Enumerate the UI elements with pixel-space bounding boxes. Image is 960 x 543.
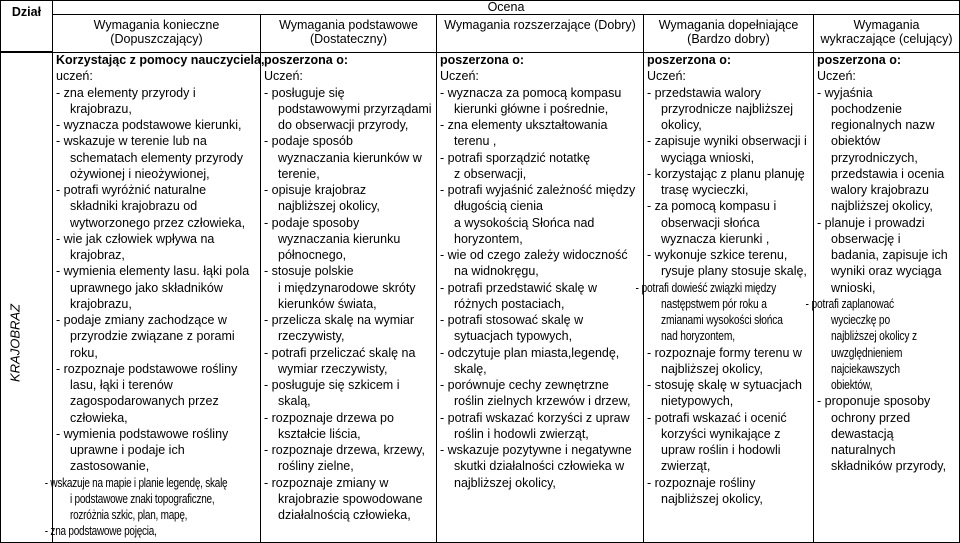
requirement-line: przyrodnicze najbliższej <box>661 101 794 116</box>
requirement-line: krajobrazie spowodowane <box>278 491 423 506</box>
requirement-line: okolicy, <box>661 118 702 132</box>
requirement-line: składniki krajobrazu od <box>70 199 198 214</box>
requirement-line-text: wycieczkę po <box>831 313 890 327</box>
column-dopelniajace-text <box>635 52 812 542</box>
requirement-line <box>817 361 958 377</box>
requirement-line: przedstawia i ocenia <box>831 166 945 181</box>
requirement-line: terenie, <box>278 166 320 181</box>
requirement-line: - potrafi sporządzić notatkę <box>440 150 591 165</box>
requirement-line: - wie od czego zależy widoczność <box>440 248 628 262</box>
requirement-line: uprawne i podaje ich <box>70 443 185 457</box>
requirement-line-text: - potrafi zaplanować <box>805 296 894 311</box>
requirement-line: najbliższej okolicy, <box>661 361 763 376</box>
requirement-line: - rozpoznaje podstawowe rośliny <box>56 361 238 376</box>
requirement-line: skutki działalności człowieka w <box>454 459 625 474</box>
header-col-konieczne <box>52 14 261 53</box>
requirement-line: najbliższej okolicy, <box>278 199 380 214</box>
requirement-line: - rozpoznaje drzewa po <box>264 410 394 425</box>
requirement-line <box>635 280 812 296</box>
column-konieczne-text <box>44 52 265 542</box>
requirement-line: roku, <box>70 345 98 360</box>
requirement-line: dewastacją <box>831 426 894 441</box>
requirement-line: przyrodzie związane z porami <box>70 329 235 344</box>
requirement-line: Uczeń: <box>264 69 303 84</box>
requirement-line: horyzontem, <box>454 231 523 246</box>
requirement-line: rośliny zielne, <box>278 459 354 474</box>
requirement-line: długością cienia <box>454 199 543 214</box>
requirement-line: - posługuje się szkicem i <box>264 378 400 392</box>
requirement-line: skalę, <box>454 361 487 376</box>
requirement-line-text: - wskazuje na mapie i planie legendę, skalę <box>44 475 228 490</box>
requirement-line: sytuacjach typowych, <box>454 329 573 344</box>
requirement-line: terenu , <box>454 134 497 149</box>
header-col-3-l1: Wymagania rozszerzające (Dobry) <box>444 18 636 32</box>
requirement-line: podstawowymi przyrządami <box>278 101 432 116</box>
requirement-line: kierunków świata, <box>278 296 377 311</box>
requirement-line: - potrafi wskazać korzyści z upraw <box>440 410 630 425</box>
requirement-line: różnych postaciach, <box>454 296 565 311</box>
requirement-line <box>56 507 259 523</box>
requirement-line: - rozpoznaje rośliny <box>647 475 756 490</box>
requirement-line: - wymienia podstawowe rośliny <box>56 426 229 441</box>
requirement-line: trasę wycieczki, <box>661 183 749 197</box>
requirement-line: - wyznacza za pomocą kompasu <box>440 85 622 100</box>
requirement-line: roślin zielnych krzewów i drzew, <box>454 394 631 409</box>
requirement-line: - zna elementy ukształtowania <box>440 118 608 132</box>
requirement-line: - przedstawia walory <box>647 85 761 100</box>
requirement-line: - planuje i prowadzi <box>817 215 925 230</box>
header-dzial-text: Dział <box>11 5 42 19</box>
requirement-line: wymiar rzeczywisty, <box>278 361 388 376</box>
requirement-line: składników przyrody, <box>831 459 947 474</box>
requirement-line: - potrafi wyróżnić naturalne <box>56 183 207 197</box>
requirement-line: - podaje sposób <box>264 134 353 149</box>
column-podstawowe-text <box>264 52 435 542</box>
header-ocena-text: Ocena <box>487 0 525 14</box>
requirement-line: rysuje plany stosuje skalę, <box>661 264 807 279</box>
requirement-line: północnego, <box>278 248 347 262</box>
requirement-line: na widnokręgu, <box>454 264 539 279</box>
requirement-line: - potrafi wyjaśnić zależność między <box>440 183 636 197</box>
requirement-line <box>817 377 958 393</box>
requirement-line: poszerzona o: <box>264 53 349 67</box>
requirement-line: obserwacji słońca <box>661 215 760 230</box>
requirement-line: - za pomocą kompasu i <box>647 199 777 214</box>
requirement-line: Uczeń: <box>817 69 856 84</box>
requirement-line: korzyści wynikające z <box>661 426 781 441</box>
header-col-5-l2: wykraczające (celujący) <box>820 32 953 46</box>
requirement-line: Korzystając z pomocy nauczyciela, <box>56 53 265 67</box>
requirement-line <box>44 475 259 491</box>
requirement-line-text: - zna podstawowe pojęcia, <box>44 524 157 539</box>
requirement-line: wyznaczania kierunku <box>278 231 401 246</box>
header-col-1-l2: (Dopuszczający) <box>110 32 203 46</box>
requirement-line: zagospodarowanych przez <box>70 394 219 409</box>
header-col-1-l1: Wymagania konieczne <box>93 18 220 32</box>
requirement-line-text: - potrafi dowieść związki między <box>635 280 777 295</box>
requirement-line: poszerzona o: <box>817 53 902 67</box>
requirement-line: i międzynarodowe skróty <box>278 280 416 295</box>
requirement-line: - zna elementy przyrody i <box>56 85 196 100</box>
requirement-line-text: i podstawowe znaki topograficzne, <box>70 491 215 506</box>
requirement-line: - rozpoznaje formy terenu w <box>647 345 802 360</box>
requirement-line: - potrafi wskazać i ocenić <box>647 410 787 425</box>
row-label-cell <box>0 52 53 543</box>
requirement-line: - podaje zmiany zachodzące w <box>56 313 227 327</box>
requirement-line: - odczytuje plan miasta,legendę, <box>440 345 620 360</box>
requirement-line <box>805 296 958 312</box>
requirement-line: - stosuje polskie <box>264 264 354 279</box>
requirement-line-text: uwzględnieniem <box>831 345 903 360</box>
requirement-line-text: najciekawszych <box>831 361 900 376</box>
requirement-line: - stosuję skalę w sytuacjach <box>647 378 802 392</box>
requirement-line: poszerzona o: <box>440 53 525 67</box>
requirement-line: najbliższej okolicy, <box>661 491 763 506</box>
requirement-line: zastosowanie, <box>70 459 150 474</box>
requirement-line: zwierząt, <box>661 459 711 474</box>
requirement-line: - potrafi stosować skalę w <box>440 313 584 327</box>
requirement-line: nietypowych, <box>661 394 734 409</box>
requirement-line: - rozpoznaje drzewa, krzewy, <box>264 443 425 457</box>
header-col-4-l2: (Bardzo dobry) <box>687 32 770 46</box>
column-rozszerzajace-text <box>440 52 642 542</box>
requirement-line: - porównuje cechy zewnętrzne <box>440 378 609 392</box>
requirement-line-text: zmianami wysokości słońca <box>661 313 783 327</box>
requirement-line: a wysokością Słońca nad <box>454 215 595 230</box>
requirement-line: do obserwacji przyrody, <box>278 118 409 132</box>
requirement-line: ożywionej i nieożywionej, <box>70 166 210 181</box>
requirement-line: poszerzona o: <box>647 53 732 67</box>
requirement-line: pochodzenie <box>831 101 902 116</box>
requirement-line: roślin i hodowli zwierząt, <box>454 426 589 441</box>
requirement-line <box>647 312 812 328</box>
requirement-line: - potrafi przedstawić skalę w <box>440 280 598 295</box>
requirement-line: regionalnych nazw <box>831 118 935 132</box>
requirement-line: ochrony przed <box>831 410 911 425</box>
requirement-line: naturalnych <box>831 443 896 457</box>
header-col-2-l1: Wymagania podstawowe <box>279 18 418 32</box>
requirement-line-text: obiektów, <box>831 378 873 392</box>
requirement-line: najbliższej okolicy, <box>454 475 556 490</box>
requirement-line <box>647 296 812 312</box>
requirement-line: uprawnego jako składników <box>70 280 223 295</box>
header-col-2-l2: (Dostateczny) <box>309 32 388 46</box>
requirement-line: wyciąga wnioski, <box>661 150 755 165</box>
requirement-line-text: następstwem pór roku a <box>661 296 767 311</box>
header-col-podstawowe <box>260 14 437 53</box>
requirement-line: rzeczywisty, <box>278 329 345 344</box>
header-ocena <box>52 0 960 15</box>
requirement-line: - rozpoznaje zmiany w <box>264 475 389 490</box>
header-col-rozszerzajace <box>436 14 644 53</box>
requirement-line <box>44 523 259 539</box>
requirement-line: krajobrazu, <box>70 296 132 311</box>
requirement-line: wyniki oraz wyciąga <box>831 264 942 279</box>
requirement-line: badania, zapisuje ich <box>831 248 948 262</box>
requirement-line: obiektów <box>831 134 881 149</box>
requirement-line: schematach elementy przyrody <box>70 150 243 165</box>
requirement-line <box>817 345 958 361</box>
requirement-line <box>56 491 259 507</box>
requirement-line: Uczeń: <box>647 69 686 84</box>
requirement-line: skalą, <box>278 394 311 409</box>
requirement-line: - wskazuje w terenie lub na <box>56 134 207 149</box>
requirement-line: kierunki główne i pośrednie, <box>454 101 609 116</box>
requirement-line: z obserwacji, <box>454 166 527 181</box>
requirement-line <box>647 328 812 344</box>
requirement-line: wyznaczania kierunków w <box>278 150 422 165</box>
requirement-line: człowieka, <box>70 410 128 425</box>
requirement-line-text: nad horyzontem, <box>661 329 735 344</box>
requirement-line: - wie jak człowiek wpływa na <box>56 231 215 246</box>
requirement-line: lasu, łąki i terenów <box>70 378 173 392</box>
requirement-line: - posługuje się <box>264 85 345 100</box>
requirement-line: - potrafi przeliczać skalę na <box>264 345 416 360</box>
header-dzial <box>0 0 53 52</box>
header-col-wykraczajace <box>813 14 960 53</box>
header-col-dopelniajace <box>643 14 814 53</box>
requirement-line: upraw roślin i hodowli <box>661 443 781 457</box>
requirement-line: - wykonuje szkice terenu, <box>647 248 788 262</box>
requirement-line: - podaje sposoby <box>264 215 360 230</box>
requirement-line: wnioski, <box>831 280 876 295</box>
requirement-line: wytworzonego przez człowieka, <box>70 215 246 230</box>
requirement-line: - przelicza skalę na wymiar <box>264 313 415 327</box>
requirement-line: wyznacza kierunki , <box>661 231 770 246</box>
header-col-5-l1: Wymagania <box>853 18 920 32</box>
row-label: KRAJOBRAZ <box>7 303 23 383</box>
requirement-line: - wskazuje pozytywne i negatywne <box>440 443 632 457</box>
requirement-line: - korzystając z planu planuję <box>647 166 805 181</box>
requirement-line: - wyjaśnia <box>817 85 873 100</box>
requirement-line: działalnością człowieka, <box>278 508 411 522</box>
requirement-line-text: najbliższej okolicy z <box>831 329 917 344</box>
requirement-line-text: rozróżnia szkic, plan, mapę, <box>70 508 188 522</box>
requirement-line: Uczeń: <box>440 69 479 84</box>
column-wykraczajace-text <box>805 52 958 542</box>
requirement-line: kształcie liścia, <box>278 426 361 441</box>
requirement-line: - wyznacza podstawowe kierunki, <box>56 118 242 132</box>
requirement-line: - opisuje krajobraz <box>264 183 367 197</box>
requirement-line: przyrodniczych, <box>831 150 918 165</box>
header-col-4-l1: Wymagania dopełniające <box>658 18 799 32</box>
requirement-line: obserwację i <box>831 231 901 246</box>
requirement-line: - proponuje sposoby <box>817 394 931 409</box>
requirement-line: uczeń: <box>56 69 93 84</box>
requirement-line: - wymienia elementy lasu. łąki pola <box>56 264 250 279</box>
requirement-line: krajobrazu, <box>70 101 132 116</box>
requirement-line: krajobraz, <box>70 248 125 262</box>
requirement-line <box>817 312 958 328</box>
requirement-line: walory krajobrazu <box>831 183 929 197</box>
requirement-line: - zapisuje wyniki obserwacji i <box>647 134 807 149</box>
requirement-line: najbliższej okolicy, <box>831 199 933 214</box>
requirement-line <box>817 328 958 344</box>
